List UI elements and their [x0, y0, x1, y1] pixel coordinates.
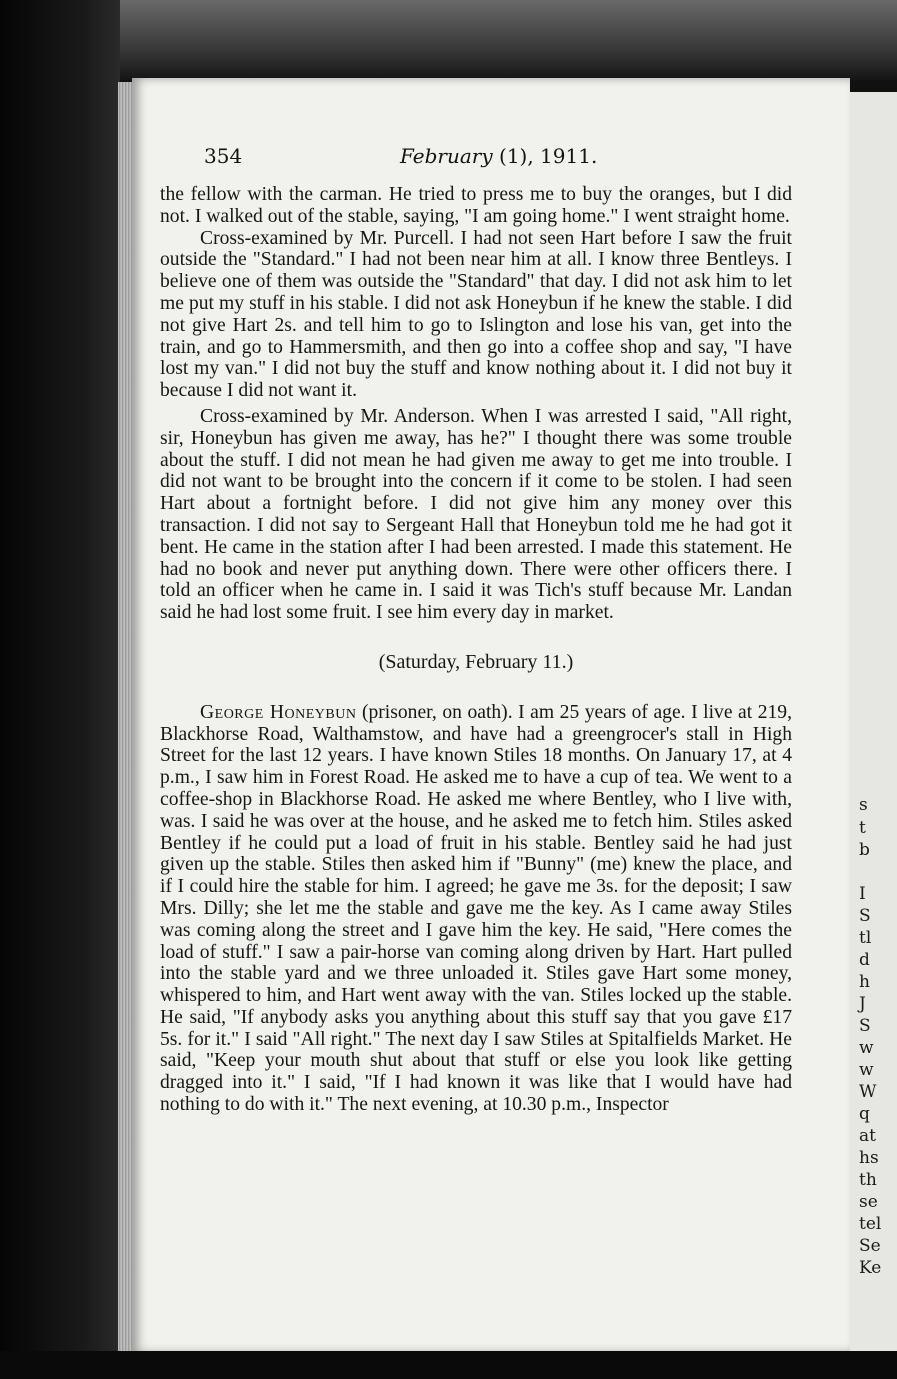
- page-number: 354: [204, 144, 243, 168]
- paragraph: [160, 702, 792, 1116]
- running-head: [204, 144, 804, 174]
- facing-page-fragment: b: [859, 840, 870, 860]
- facing-page-fragment: J: [859, 994, 866, 1014]
- facing-page-fragment: se: [859, 1192, 878, 1212]
- bottom-margin-shadow: [0, 1351, 897, 1379]
- facing-page-fragment: S: [859, 906, 871, 926]
- session-date: (1), 1911.: [492, 144, 598, 168]
- facing-page-fragment: w: [859, 1060, 874, 1080]
- binding-shadow: [0, 0, 120, 1379]
- facing-page-fragment: S: [859, 1016, 871, 1036]
- session-title: [400, 144, 597, 168]
- facing-page-fragment: W: [859, 1082, 877, 1102]
- facing-page-fragment: h: [859, 972, 870, 992]
- facing-page-sliver: [849, 92, 897, 1362]
- facing-page-fragment: q: [859, 1104, 870, 1124]
- page-edges: [118, 82, 132, 1352]
- paragraph: the fellow with the carman. He tried to press me to buy the oranges, but I did not. I walked out of the stable, saying, "I am going home." I went straight home.: [160, 184, 792, 227]
- facing-page-fragment: th: [859, 1170, 877, 1190]
- paragraph: Cross-examined by Mr. Purcell. I had not seen Hart before I saw the fruit outside the "Standard." I had not been near him at all. I know three Bentleys. I believe one of them was outside the "Standard" that day. I did not ask him to let me put my stuff in his stable. I did not ask Honeybun if he knew the stable. I did not give Hart 2s. and tell him to go to Islington and lose his van, get into the train, and go to Hammersmith, and then go into a coffee shop and say, "I have lost my van." I did not buy the stuff and know nothing about it. I did not buy it because I did not want it.: [160, 227, 792, 402]
- witness-name: George Honeybun: [200, 701, 357, 723]
- date-heading: (Saturday, February 11.): [378, 650, 574, 673]
- facing-page-fragment: Ke: [859, 1258, 882, 1278]
- facing-page-fragment: tel: [859, 1214, 882, 1234]
- facing-page-fragment: t: [859, 818, 866, 838]
- testimony-text: (prisoner, on oath). I am 25 years of age. I live at 219, Blackhorse Road, Walthamstow, and have had a greengrocer's stall in High Street for the last 12 years. I have known Stiles 18 months. On January 17, at 4 p.m., I saw him in Forest Road. He asked me to have a cup of tea. We went to a coffee-shop in Blackhorse Road. He asked me where Bentley, who I live with, was. I said he was over at the house, and he asked me to fetch him. Stiles asked Bentley if he could put a load of fruit in his stable. Bentley said he had just given up the stable. Stiles then asked him if "Bunny" (me) knew the place, and if I could hire the stable for him. I agreed; he gave me 3s. for the deposit; I saw Mrs. Dilly; she let me the stable and gave me the key. As I came away Stiles was coming along the street and I gave him the key. He said, "Here comes the load of stuff." I saw a pair-horse van coming along driven by Hart. Hart pulled into the stable yard and we three unloaded it. Stiles gave Hart some money, whispered to him, and Hart went away with the van. Stiles locked up the stable. He said, "If anybody asks you anything about this stuff say that you gave £17 5s. for it." I said "All right." The next day I saw Stiles at Spitalfields Market. He said, "Keep your mouth shut about that stuff or else you look like getting dragged into it." I said, "If I had known it was like that I would have had nothing to do with it." The next evening, at 10.30 p.m., Inspector: [160, 701, 792, 1116]
- body-text: [160, 184, 792, 1116]
- facing-page-fragment: w: [859, 1038, 874, 1058]
- facing-page-fragment: at: [859, 1126, 876, 1146]
- facing-page-fragment: d: [859, 950, 870, 970]
- facing-page-fragment: tl: [859, 928, 872, 948]
- paragraph: Cross-examined by Mr. Anderson. When I was arrested I said, "All right, sir, Honeybun has given me away, has he?" I thought there was some trouble about the stuff. I did not mean he had given me away to get me into trouble. I did not want to be brought into the concern if it come to be stolen. I had seen Hart about a fortnight before. I did not give him any money over this transaction. I did not say to Sergeant Hall that Honeybun told me he had got it bent. He came in the station after I had been arrested. I made this statement. He had no book and never put anything down. There were other officers there. I told an officer when he came in. I said it was Tich's stuff because Mr. Landan said he had lost some fruit. I see him every day in market.: [160, 405, 792, 624]
- facing-page-fragment: I: [859, 884, 866, 904]
- facing-page-fragment: hs: [859, 1148, 879, 1168]
- facing-page-fragment: s: [859, 795, 868, 815]
- top-margin-shadow: [0, 0, 897, 80]
- book-page: [132, 78, 850, 1353]
- facing-page-fragment: Se: [859, 1236, 881, 1256]
- session-month: February: [400, 144, 493, 168]
